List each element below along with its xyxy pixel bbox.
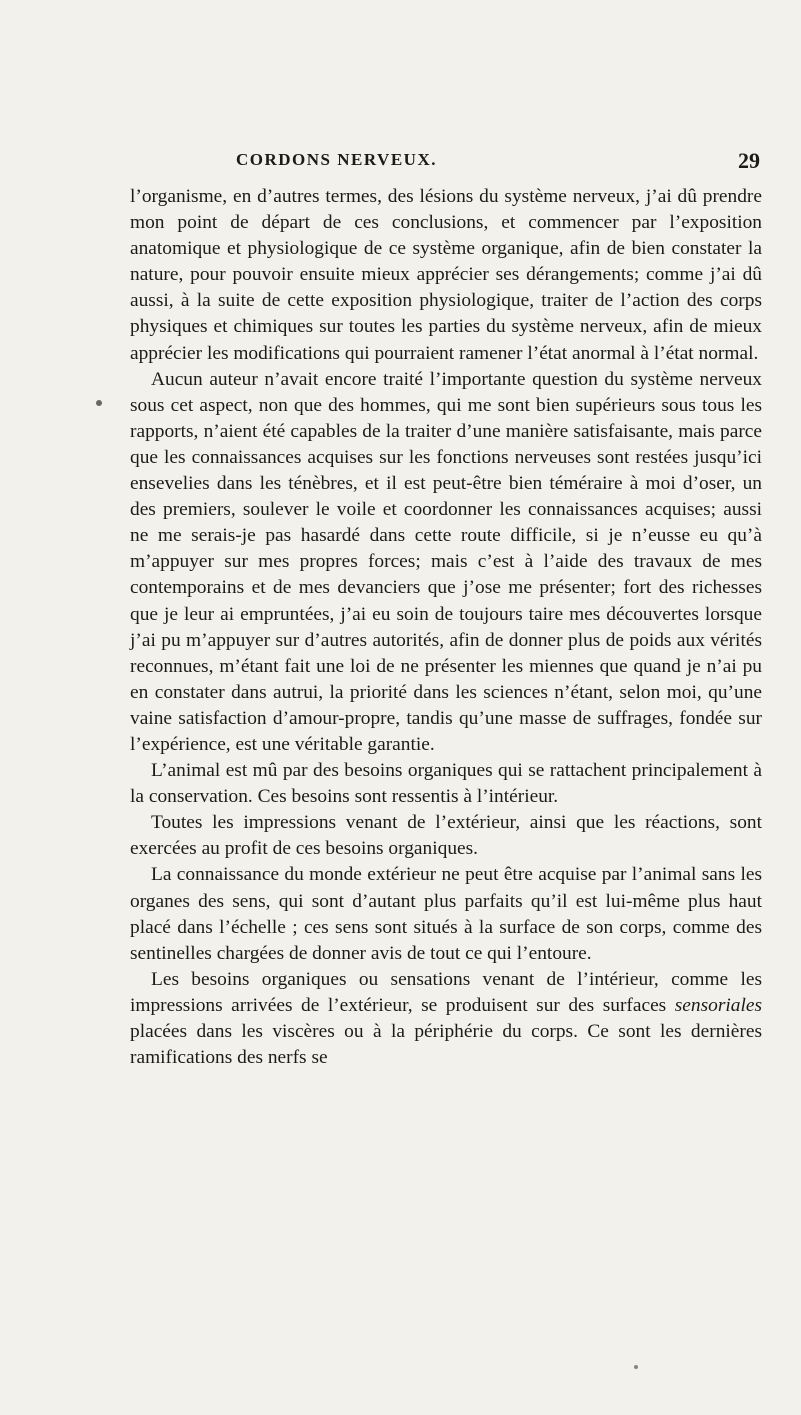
paragraph: Toutes les impressions venant de l’extérieur, ainsi que les réactions, sont exercées au profit de ces besoins organiques.: [130, 812, 762, 860]
paragraph-text: placées dans les viscères ou à la périphérie du corps. Ce sont les dernières ramifications des nerfs se: [130, 1021, 762, 1069]
paragraph: Aucun auteur n’avait encore traité l’importante question du système nerveux sous cet aspect, non que des hommes, qui me sont bien supérieurs sous tous les rapports, n’aient été capables de la traiter d’une manière satisfaisante, mais parce que les connaissances acquises sur les fonctions nerveuses sont restées jusqu’ici ensevelies dans les ténèbres, et il est peut-être bien téméraire à moi d’oser, un des premiers, soulever le voile et coordonner les connaissances acquises; aussi ne me serais-je pas hasardé dans cette route difficile, si je n’eusse eu qu’à m’appuyer sur mes propres forces; mais c’est à l’aide des travaux de mes contemporains et de mes devanciers que j’ose me présenter; fort des richesses que je leur ai empruntées, j’ai eu soin de toujours taire mes découvertes lorsque j’ai pu m’appuyer sur d’autres autorités, afin de donner plus de poids aux vérités reconnues, m’étant fait une loi de ne présenter les miennes que quand je n’ai pu en constater dans autrui, la priorité dans les sciences n’étant, selon moi, qu’une vaine satisfaction d’amour-propre, tandis qu’une masse de suffrages, fondée sur l’expérience, est une véritable garantie.: [130, 368, 762, 755]
ink-speck: [634, 1365, 638, 1369]
running-title: CORDONS NERVEUX.: [236, 150, 437, 169]
body-text: [130, 184, 762, 1071]
paragraph-text: Les besoins organiques ou sensations venant de l’intérieur, comme les impressions arrivées de l’extérieur, se produisent sur des surfaces: [130, 968, 762, 1016]
paragraph: La connaissance du monde extérieur ne peut être acquise par l’animal sans les organes des sens, qui sont d’autant plus parfaits qu’il est lui-même plus haut placé dans l’échelle ; ces sens sont situés à la surface de son corps, comme des sentinelles chargées de donner avis de tout ce qui l’entoure.: [130, 864, 762, 964]
emphasized-term: sensoriales: [674, 994, 762, 1016]
margin-mark: [96, 400, 102, 406]
page-number: 29: [738, 148, 760, 173]
paragraph: [130, 967, 762, 1071]
paragraph: L’animal est mû par des besoins organiques qui se rattachent principalement à la conservation. Ces besoins sont ressentis à l’intérieur.: [130, 760, 762, 808]
paragraph-continuation: l’organisme, en d’autres termes, des lésions du système nerveux, j’ai dû prendre mon point de départ de ces conclusions, et commencer par l’exposition anatomique et physiologique de ce système organique, afin de bien constater la nature, pour pouvoir ensuite mieux apprécier ses dérangements; comme j’ai dû aussi, à la suite de cette exposition physiologique, traiter de l’action des corps physiques et chimiques sur toutes les parties du système nerveux, afin de mieux apprécier les modifications qui pourraient ramener l’état anormal à l’état normal.: [130, 186, 762, 364]
page-header: [130, 150, 760, 178]
